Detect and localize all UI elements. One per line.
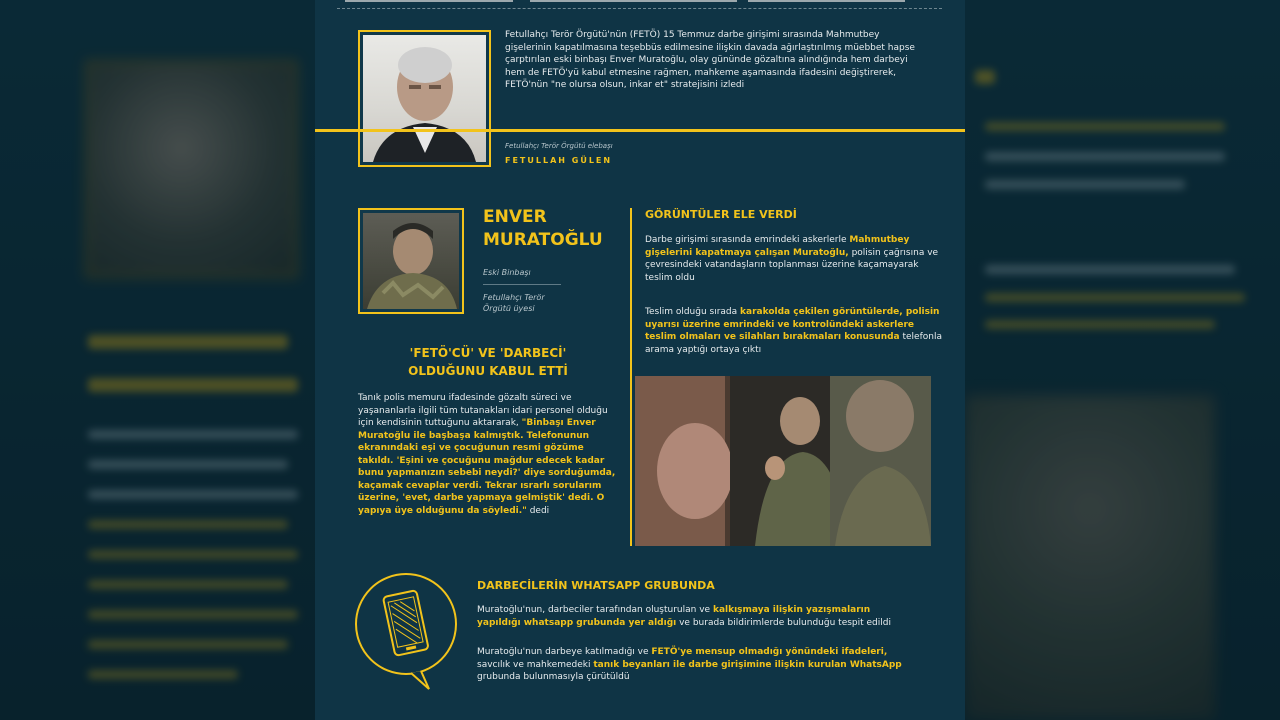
cropped-headline — [345, 0, 905, 2]
whatsapp-p2-text: savcılık ve mahkemedeki — [477, 659, 594, 670]
images-paragraph-2 — [645, 306, 945, 356]
images-p1-highlight: Mahmutbey gişelerini kapatmaya çalışan Muratoğlu, — [645, 235, 910, 258]
enver-portrait — [363, 213, 459, 309]
gulen-portrait-illustration — [363, 35, 486, 162]
whatsapp-p1-text: ve burada bildirimlerde bulunduğu tespit edildi — [676, 617, 891, 628]
whatsapp-p2-highlight: FETÖ'ye mensup olmadığı yönündeki ifadeleri, — [651, 647, 888, 657]
gold-divider — [315, 129, 965, 132]
gulen-caption-role: Fetullahçı Terör Örgütü elebaşı — [505, 142, 613, 150]
whatsapp-p2-text: Muratoğlu'nun darbeye katılmadığı ve — [477, 647, 652, 657]
confession-paragraph — [358, 392, 616, 517]
enver-portrait-illustration — [363, 213, 459, 309]
arrest-footage-illustration — [635, 376, 931, 546]
enver-portrait-frame — [358, 208, 464, 314]
whatsapp-p1-text: Muratoğlu'nun, darbeciler tarafından oluşturulan ve — [477, 605, 713, 615]
whatsapp-paragraph-1 — [477, 604, 907, 629]
enver-name-line2: MURATOĞLU — [483, 230, 603, 250]
smartphone-icon — [355, 573, 465, 691]
dashed-divider — [337, 8, 942, 9]
images-p1-text: Darbe girişimi sırasında emrindeki askerlerle — [645, 235, 850, 245]
images-title: GÖRÜNTÜLER ELE VERDİ — [645, 208, 797, 221]
gulen-caption-name: FETULLAH GÜLEN — [505, 156, 613, 165]
confession-title-line1: 'FETÖ'CÜ' VE 'DARBECİ' — [409, 346, 567, 360]
enver-membership: Fetullahçı Terör Örgütü üyesi — [483, 293, 545, 313]
confession-text: dedi — [526, 505, 550, 516]
infographic-panel — [315, 0, 965, 720]
images-p2-text: telefonla arama yaptığı ortaya çıktı — [645, 332, 942, 355]
gulen-portrait-frame — [358, 30, 491, 167]
gulen-portrait — [363, 35, 486, 162]
whatsapp-p2-highlight: tanık beyanları ile darbe girişimine ilişkin kurulan WhatsApp — [593, 659, 902, 670]
enver-role-divider — [483, 284, 561, 285]
whatsapp-paragraph-2 — [477, 646, 907, 684]
whatsapp-p2-text: grubunda bulunmasıyla çürütüldü — [477, 672, 630, 682]
images-paragraph-1 — [645, 234, 945, 284]
images-p2-highlight: karakolda çekilen görüntülerde, polisin uyarısı üzerine emrindeki ve kontrolündeki askerlere teslim olmaları ve silahları bırakmaları konusunda — [645, 307, 940, 342]
images-p1-text: polisin çağrısına ve çevresindeki vatandaşların toplanması üzerine kaçamayarak teslim oldu — [645, 247, 939, 283]
confession-title-line2: OLDUĞUNU KABUL ETTİ — [408, 364, 568, 378]
gulen-paragraph-text: Fetullahçı Terör Örgütü'nün (FETÖ) 15 Temmuz darbe girişimi sırasında Mahmutbey gişelerinin kapatılmasına teşebbüs edilmesine ilişkin davada ağırlaştırılmış müebbet hapse çarptırılan eski binbaşı Enver Muratoğlu, olay gününde gözaltına alındığında hem darbeyi hem de FETÖ'yü kabul etmesine rağmen, mahkeme aşamasında ifadesini değiştirerek, FETÖ'nün "ne olursa olsun, inkar et" stratejisini izledi — [505, 30, 915, 90]
whatsapp-p1-highlight: kalkışmaya ilişkin yazışmaların yapıldığı whatsapp grubunda yer aldığı — [477, 605, 871, 628]
enver-name-line1: ENVER — [483, 207, 547, 227]
confession-highlight: "Binbaşı Enver Muratoğlu ile başbaşa kalmıştık. Telefonunun ekranındaki eşi ve çocuğunun resmi gözüme takıldı. 'Eşini ve çocuğunu mağdur edecek kadar bunu yapmanızın sebebi neydi?' diye sorduğumda, kaçamak cevaplar verdi. Tekrar ısrarlı sorularım üzerine, 'evet, darbe yapmaya gelmiştik' dedi. O yapıya üye olduğunu da söyledi." — [358, 418, 616, 516]
section-vertical-divider — [630, 208, 632, 546]
images-p2-text: Teslim olduğu sırada — [645, 307, 741, 317]
arrest-footage-photo — [635, 376, 931, 546]
whatsapp-title: DARBECİLERİN WHATSAPP GRUBUNDA — [477, 579, 715, 592]
enver-role: Eski Binbaşı — [483, 268, 531, 277]
confession-text: Tanık polis memuru ifadesinde gözaltı süreci ve yaşananlarla ilgili tüm tutanakları idari personel olduğu için kendisinin tuttuğunu aktararak, — [358, 393, 608, 428]
gulen-paragraph — [505, 29, 925, 92]
